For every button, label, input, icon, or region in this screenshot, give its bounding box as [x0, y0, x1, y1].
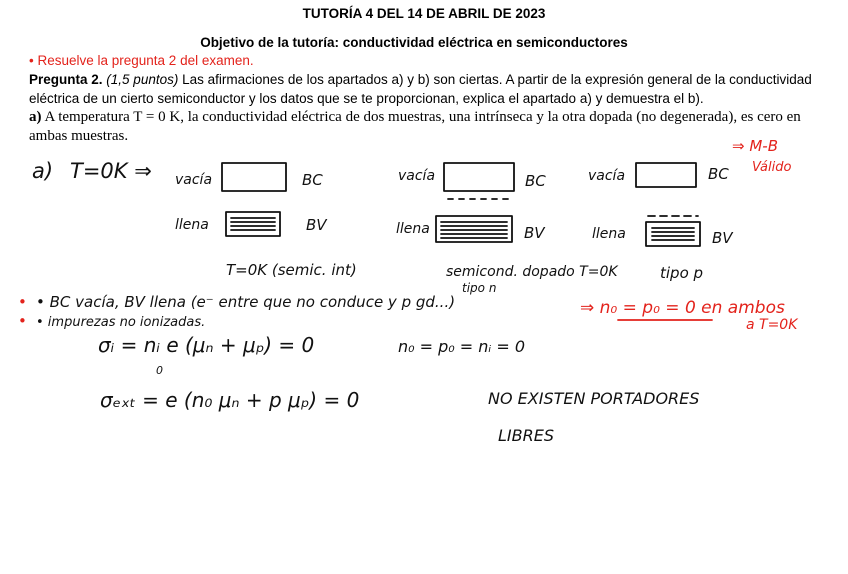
part-a-label: a): [29, 109, 42, 125]
valence-fill-1: [231, 218, 275, 230]
hw-empty-1: vacía: [175, 172, 213, 188]
hw-bc-3: BC: [708, 165, 729, 183]
question-label: Pregunta 2.: [29, 72, 103, 87]
hw-result-red-sub: a T=0K: [746, 317, 798, 333]
hw-full-1: llena: [175, 217, 209, 233]
hw-caption-p: tipo p: [660, 264, 704, 282]
hw-no-carriers-1: NO EXISTEN PORTADORES: [488, 389, 700, 408]
hw-bv-1: BV: [306, 216, 327, 234]
question-text: Las afirmaciones de los apartados a) y b) son ciertas. A partir de la expresión general de la conductividad eléctrica de un cierto semiconductor y los datos que se te proporcionan, explica el apartado a) y demuestra el b).: [29, 72, 812, 106]
hw-full-2: llena: [396, 221, 430, 237]
valence-band-box-1: [226, 212, 280, 236]
instruction-line: • Resuelve la pregunta 2 del examen.: [29, 53, 254, 68]
hw-no-carriers-2: LIBRES: [498, 426, 554, 445]
valence-band-box-3: [646, 222, 700, 246]
conduction-band-box-1: [222, 163, 286, 191]
hw-mb-note: ⇒ M-B: [732, 137, 778, 155]
bullet-dot-2: •: [18, 312, 27, 330]
page-title: TUTORÍA 4 DEL 14 DE ABRIL DE 2023: [302, 6, 546, 21]
hw-empty-2: vacía: [398, 168, 436, 184]
hw-eq-intrinsic-side: n₀ = p₀ = nᵢ = 0: [398, 337, 526, 356]
hw-caption-doped-sub: tipo n: [462, 281, 497, 295]
conduction-band-box-3: [636, 163, 696, 187]
hw-bv-2: BV: [524, 224, 545, 242]
hw-condition: T=0K ⇒: [70, 159, 152, 183]
hw-bullet-1: • BC vacía, BV llena (e⁻ entre que no conduce y p gd...): [36, 293, 456, 311]
hw-caption-doped: semicond. dopado T=0K: [446, 264, 618, 280]
hw-bullet-2: • impurezas no ionizadas.: [36, 315, 206, 330]
bullet-dot-1: •: [18, 293, 27, 311]
hw-caption-intrinsic: T=0K (semic. int): [226, 261, 357, 279]
hw-bc-1: BC: [302, 171, 323, 189]
hw-eq-zero-mark: 0: [156, 364, 163, 377]
hw-bc-2: BC: [525, 172, 546, 190]
question-points: (1,5 puntos): [106, 72, 179, 87]
valence-fill-3: [652, 228, 694, 240]
hw-valid-note: Válido: [752, 160, 792, 175]
hw-eq-intrinsic: σᵢ = nᵢ e (μₙ + μₚ) = 0: [98, 333, 315, 357]
valence-fill-2: [441, 222, 507, 238]
hw-empty-3: vacía: [588, 168, 626, 184]
part-a-text: A temperatura T = 0 K, la conductividad eléctrica de dos muestras, una intrínseca y la otra dopada (no degenerada), es cero en ambas muestras.: [29, 109, 801, 144]
hw-full-3: llena: [592, 226, 626, 242]
objective-line: Objetivo de la tutoría: conductividad eléctrica en semiconductores: [200, 35, 628, 50]
hw-eq-extrinsic: σₑₓₜ = e (n₀ μₙ + p μₚ) = 0: [100, 388, 360, 412]
hw-bv-3: BV: [712, 229, 733, 247]
conduction-band-box-2: [444, 163, 514, 191]
hw-result-red: ⇒ n₀ = p₀ = 0 en ambos: [580, 298, 785, 318]
hw-part-label: a): [32, 159, 54, 183]
